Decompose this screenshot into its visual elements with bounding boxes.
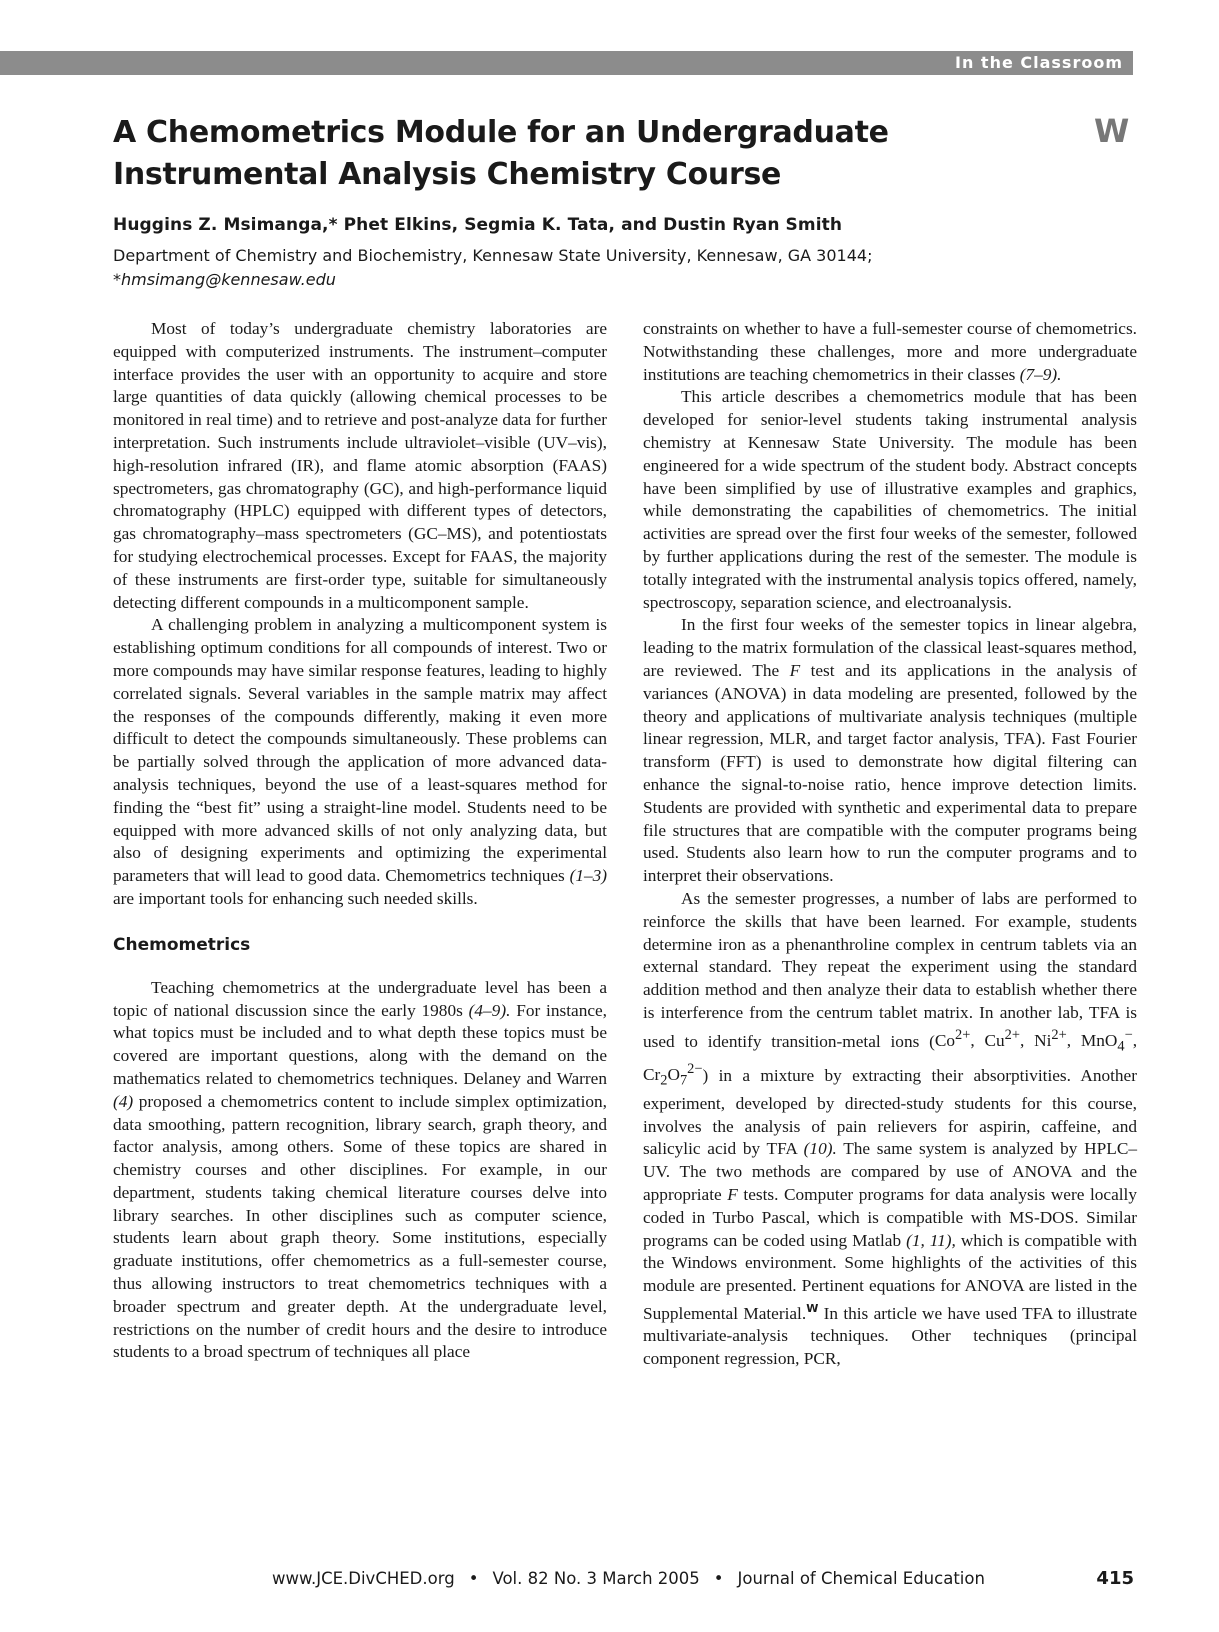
- reference-citation: (4): [113, 1091, 134, 1111]
- reference-citation: (10).: [803, 1139, 837, 1159]
- journal-name: Journal of Chemical Education: [737, 1569, 985, 1588]
- reference-citation: (4–9).: [468, 1000, 511, 1020]
- paragraph: A challenging problem in analyzing a multicomponent system is establishing optimum conditions for all compounds of interest. Two or more compounds may have similar response features, leading to highly correlated signals. Several variables in the sample matrix may affect the responses of the compounds differently, making it even more difficult to detect the compounds simultaneously. These problems can be partially solved through the application of more advanced data-analysis techniques, beyond the use of a least-squares method for finding the “best fit” using a straight-line model. Students need to be equipped with more advanced skills of not only analyzing data, but also of designing experiments and optimizing the experimental parameters that will lead to good data. Chemometrics techniques (1–3) are important tools for enhancing such needed skills.: [113, 615, 607, 908]
- web-material-icon: W: [806, 1301, 819, 1315]
- article-title: [113, 112, 973, 196]
- ion-list: $Co^{2+}$, $Cu^{2+}$, $Ni^{2+}$, MnO$_4$−, $Cr_2O_7^{2-}$: [643, 1027, 1138, 1089]
- paragraph: constraints on whether to have a full-semester course of chemometrics. Notwithstanding these challenges, more and more undergraduate institutions are teaching chemometrics in their classes (7–9).: [643, 319, 1137, 384]
- paragraph: In the first four weeks of the semester topics in linear algebra, leading to the matrix formulation of the classical least-squares method, are reviewed. The F test and its applications in the analysis of variances (ANOVA) in data modeling are presented, followed by the theory and applications of multivariate analysis techniques (multiple linear regression, MLR, and target factor analysis, TFA). Fast Fourier transform (FFT) is used to demonstrate how digital filtering can enhance the signal-to-noise ratio, hence improve detection limits. Students are provided with synthetic and experimental data to prepare file structures that are compatible with the computer programs being used. Students also learn how to run the computer programs and to interpret their observations.: [643, 615, 1137, 886]
- page-footer: [272, 1568, 1134, 1589]
- paragraph: This article describes a chemometrics module that has been developed for senior-level students taking instrumental analysis chemistry at Kennesaw State University. The module has been engineered for a wide spectrum of the student body. Abstract concepts have been simplified by use of illustrative examples and graphics, while demonstrating the capabilities of chemometrics. The initial activities are spread over the first four weeks of the semester, followed by further applications during the rest of the semester. The module is totally integrated with the instrumental analysis topics offered, namely, spectroscopy, separation science, and electroanalysis.: [643, 387, 1137, 612]
- reference-citation: (1, 11),: [906, 1230, 956, 1250]
- section-header-bar: [0, 51, 1133, 75]
- page-number: 415: [1096, 1568, 1134, 1589]
- section-heading: Chemometrics: [113, 934, 251, 955]
- section-label: In the Classroom: [941, 51, 1133, 75]
- paragraph: As the semester progresses, a number of labs are performed to reinforce the skills that have been learned. For example, students determine iron as a phenanthroline complex in centrum tablets via an external standard. They repeat the experiment using the standard addition method and then analyze their data to establish whether there is interference from the centrum tablet matrix. In another lab, TFA is used to identify transition-metal ions ($Co^{2+}$, $Cu^{2+}$, $Ni^{2+}$, MnO$_4$−, $Cr_2O_7^{2-}$) in a mixture by extracting their absorptivities. Another experiment, developed by directed-study students for this course, involves the analysis of pain relievers for aspirin, caffeine, and salicylic acid by TFA (10). The same system is analyzed by HPLC–UV. The two methods are compared by use of ANOVA and the appropriate F tests. Computer programs for data analysis were locally coded in Turbo Pascal, which is compatible with MS-DOS. Similar programs can be coded using Matlab (1, 11), which is compatible with the Windows environment. Some highlights of the activities of this module are presented. Pertinent equations for ANOVA are listed in the Supplemental Material.$^W$ In this article we have used TFA to illustrate multivariate-analysis techniques. Other techniques (principal component regression, PCR,: [643, 888, 1138, 1369]
- affiliation: Department of Chemistry and Biochemistry, Kennesaw State University, Kennesaw, GA 30144;: [113, 246, 873, 265]
- volume-info: Vol. 82 No. 3 March 2005: [492, 1569, 700, 1588]
- bullet: •: [713, 1569, 724, 1588]
- right-column: [643, 318, 1137, 1371]
- author-email: *hmsimang@kennesaw.edu: [113, 270, 336, 289]
- bullet: •: [468, 1569, 479, 1588]
- affiliation-block: [113, 244, 1013, 292]
- author-list: Huggins Z. Msimanga,* Phet Elkins, Segmia K. Tata, and Dustin Ryan Smith: [113, 215, 843, 235]
- left-column: [113, 318, 607, 1364]
- journal-url: www.JCE.DivCHED.org: [272, 1569, 455, 1588]
- reference-citation: (1–3): [569, 866, 607, 886]
- title-line-1: A Chemometrics Module for an Undergraduate: [113, 115, 889, 150]
- reference-citation: (7–9).: [1019, 364, 1062, 384]
- paragraph: Teaching chemometrics at the undergraduate level has been a topic of national discussion since the early 1980s (4–9). For instance, what topics must be included and to what depth these topics must be covered are important questions, along with the demand on the mathematics related to chemometrics techniques. Delaney and Warren (4) proposed a chemometrics content to include simplex optimization, data smoothing, pattern recognition, library search, graph theory, and factor analysis, among others. Some of these topics are shared in chemistry courses and other disciplines. For example, in our department, students taking chemical literature courses delve into library searches. In other disciplines such as computer science, students learn about graph theory. Some institutions, especially graduate institutions, offer chemometrics as a full-semester course, thus allowing instructors to treat chemometrics techniques with a broader spectrum and greater depth. At the undergraduate level, restrictions on the number of credit hours and the desire to introduce students to a broad spectrum of techniques all place: [113, 977, 607, 1362]
- title-line-2: Instrumental Analysis Chemistry Course: [113, 157, 782, 192]
- web-material-icon: W: [1094, 112, 1126, 150]
- paragraph: Most of today’s undergraduate chemistry laboratories are equipped with computerized instruments. The instrument–computer interface provides the user with an opportunity to acquire and store large quantities of data quickly (allowing chemical processes to be monitored in real time) and to retrieve and post-analyze data for further interpretation. Such instruments include ultraviolet–visible (UV–vis), high-resolution infrared (IR), and flame atomic absorption (FAAS) spectrometers, gas chromatography (GC), and high-performance liquid chromatography (HPLC) equipped with different types of detectors, gas chromatography–mass spectrometers (GC–MS), and potentiostats for studying electrochemical processes. Except for FAAS, the majority of these instruments are first-order type, suitable for simultaneously detecting different compounds in a multicomponent sample.: [113, 319, 607, 612]
